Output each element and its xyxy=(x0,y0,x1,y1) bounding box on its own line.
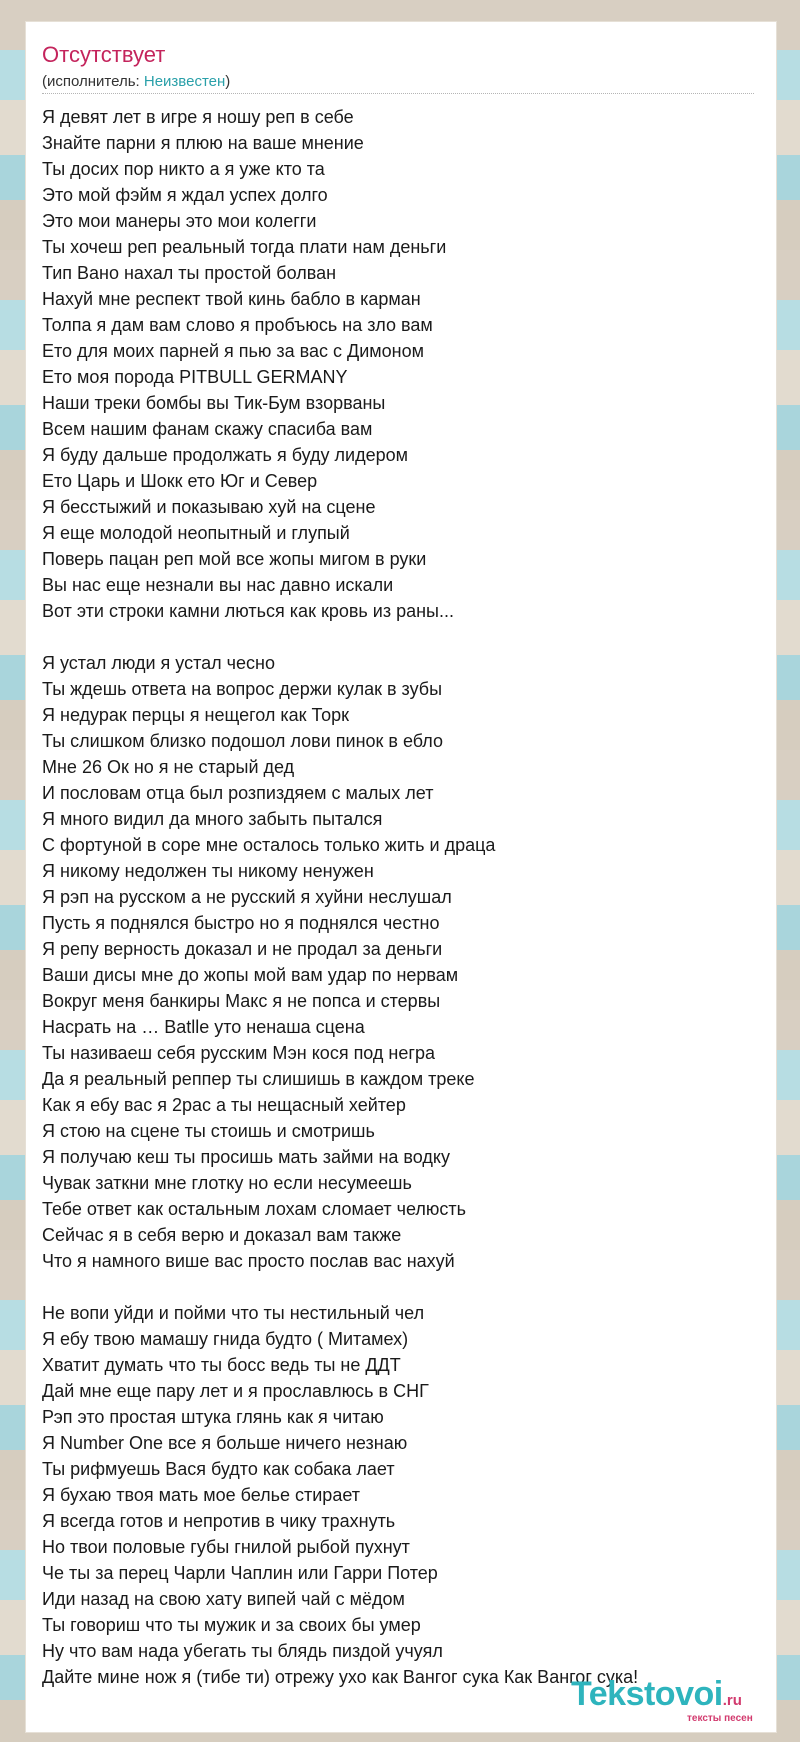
lyric-line: Ето для моих парней я пью за вас с Димоном xyxy=(42,341,424,361)
lyrics-card xyxy=(26,22,776,1732)
lyric-line: Как я ебу вас я 2рас а ты нещасный хейтер xyxy=(42,1095,406,1115)
lyric-line: Да я реальный реппер ты слишишь в каждом треке xyxy=(42,1069,475,1089)
lyric-line: Ето Царь и Шокк ето Юг и Север xyxy=(42,471,318,491)
lyric-line: Иди назад на свою хату випей чай с мёдом xyxy=(42,1589,405,1609)
logo-tld: .ru xyxy=(722,1692,742,1709)
lyric-line: Я устал люди я устал чесно xyxy=(42,653,275,673)
lyric-line: Тип Вано нахал ты простой болван xyxy=(42,263,337,283)
site-logo[interactable] xyxy=(571,1675,753,1724)
lyric-line: Пусть я поднялся быстро но я поднялся честно xyxy=(42,913,440,933)
lyric-line: И пословам отца был розпиздяем с малых лет xyxy=(42,783,434,803)
lyric-line: Знайте парни я плюю на ваше мнение xyxy=(42,133,364,153)
lyric-line: Толпа я дам вам слово я пробъюсь на зло вам xyxy=(42,315,433,335)
lyric-line: Вот эти строки камни лються как кровь из раны... xyxy=(42,601,454,621)
lyric-line: Я недурак перцы я нещегол как Торк xyxy=(42,705,350,725)
lyric-line: Я никому недолжен ты никому ненужен xyxy=(42,861,374,881)
lyric-line: Я бухаю твоя мать мое белье стирает xyxy=(42,1485,360,1505)
lyric-line: Вокруг меня банкиры Макс я не попса и стервы xyxy=(42,991,441,1011)
lyric-line: Чувак заткни мне глотку но если несумеешь xyxy=(42,1173,412,1193)
lyric-line: Это мои манеры это мои колегги xyxy=(42,211,317,231)
lyric-line: Ты називаеш себя русским Мэн кося под негра xyxy=(42,1043,435,1063)
stanza-break xyxy=(42,1274,772,1300)
lyric-line: Я всегда готов и непротив в чику трахнуть xyxy=(42,1511,396,1531)
lyric-line: Ну что вам нада убегать ты блядь пиздой учуял xyxy=(42,1641,443,1661)
lyric-line: Дайте мине нож я (тибе ти) отрежу ухо как Вангог сука Как Вангог сука! xyxy=(42,1667,639,1687)
artist-link[interactable]: Неизвестен xyxy=(143,73,226,90)
lyric-line: Но твои половые губы гнилой рыбой пухнут xyxy=(42,1537,410,1557)
artist-suffix: ) xyxy=(225,73,231,90)
lyric-line: Всем нашим фанам скажу спасиба вам xyxy=(42,419,373,439)
lyric-line: Наши треки бомбы вы Тик-Бум взорваны xyxy=(42,393,386,413)
lyric-line: Насрать на … Batlle уто ненаша сцена xyxy=(42,1017,365,1037)
lyric-line: Нахуй мне респект твой кинь бабло в карман xyxy=(42,289,421,309)
stanza-break xyxy=(42,624,772,650)
lyric-line: Мне 26 Ок но я не старый дед xyxy=(42,757,295,777)
lyric-line: Ето моя порода PITBULL GERMANY xyxy=(42,367,348,387)
lyric-line: Я рэп на русском а не русский я хуйни неслушал xyxy=(42,887,452,907)
lyric-line: Ты хочеш реп реальный тогда плати нам деньги xyxy=(42,237,447,257)
lyric-line: Тебе ответ как остальным лохам сломает челюсть xyxy=(42,1199,467,1219)
lyric-line: Я получаю кеш ты просишь мать займи на водку xyxy=(42,1147,450,1167)
lyric-line: Ты говориш что ты мужик и за своих бы умер xyxy=(42,1615,421,1635)
lyric-line: Дай мне еще пару лет и я прославлюсь в СНГ xyxy=(42,1381,429,1401)
artist-line xyxy=(42,73,230,90)
lyric-line: Ты досих пор никто а я уже кто та xyxy=(42,159,325,179)
lyric-line: Поверь пацан реп мой все жопы мигом в руки xyxy=(42,549,427,569)
lyric-line: Ты рифмуешь Вася будто как собака лает xyxy=(42,1459,395,1479)
lyric-line: С фортуной в соре мне осталось только жить и драца xyxy=(42,835,496,855)
lyric-line: Это мой фэйм я ждал успех долго xyxy=(42,185,328,205)
lyric-line: Сейчас я в себя верю и доказал вам также xyxy=(42,1225,402,1245)
lyric-line: Я много видил да много забыть пытался xyxy=(42,809,383,829)
lyric-line: Я еще молодой неопытный и глупый xyxy=(42,523,350,543)
lyric-line: Ты ждешь ответа на вопрос держи кулак в зубы xyxy=(42,679,443,699)
logo-tagline: тексты песен xyxy=(687,1713,753,1724)
lyric-line: Ваши дисы мне до жопы мой вам удар по нервам xyxy=(42,965,459,985)
lyric-line: Что я намного више вас просто послав вас нахуй xyxy=(42,1251,455,1271)
lyric-line: Я буду дальше продолжать я буду лидером xyxy=(42,445,408,465)
lyric-line: Я ебу твою мамашу гнида будто ( Митамех) xyxy=(42,1329,409,1349)
lyric-line: Я девят лет в игре я ношу реп в себе xyxy=(42,107,354,127)
lyric-line: Хватит думать что ты босс ведь ты не ДДТ xyxy=(42,1355,401,1375)
lyric-line: Рэп это простая штука глянь как я читаю xyxy=(42,1407,384,1427)
lyric-line: Не вопи уйди и пойми что ты нестильный чел xyxy=(42,1303,425,1323)
lyric-line: Вы нас еще незнали вы нас давно искали xyxy=(42,575,394,595)
lyric-line: Я репу верность доказал и не продал за деньги xyxy=(42,939,443,959)
artist-prefix: (исполнитель: xyxy=(42,73,144,90)
lyric-line: Я стою на сцене ты стоишь и смотришь xyxy=(42,1121,375,1141)
lyrics-text xyxy=(42,104,772,1690)
logo-name: Tekstovoi xyxy=(571,1675,723,1713)
lyric-line: Я бесстыжий и показываю хуй на сцене xyxy=(42,497,376,517)
lyric-line: Че ты за перец Чарли Чаплин или Гарри Потер xyxy=(42,1563,438,1583)
title-divider xyxy=(42,93,754,94)
song-title: Отсутствует xyxy=(42,42,166,67)
lyric-line: Ты слишком близко подошол лови пинок в ебло xyxy=(42,731,443,751)
lyric-line: Я Number One все я больше ничего незнаю xyxy=(42,1433,408,1453)
